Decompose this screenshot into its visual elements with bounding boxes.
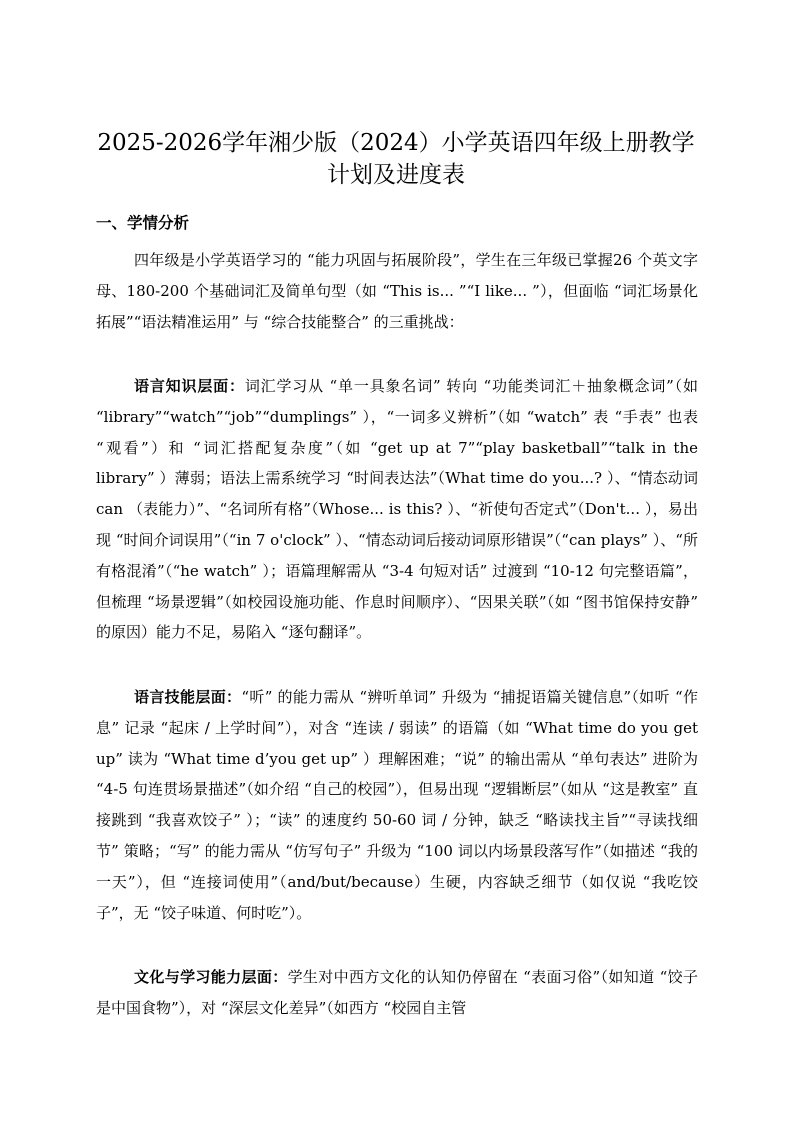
language-knowledge-lead: 语言知识层面：	[134, 377, 245, 395]
section-heading-learner-analysis: 一、学情分析	[96, 213, 190, 232]
document-title-line-2: 计划及进度表	[327, 162, 465, 188]
language-skills-lead: 语言技能层面：	[134, 688, 242, 706]
language-knowledge-text: 词汇学习从 “单一具象名词” 转向 “功能类词汇＋抽象概念词”（如 “library”“watch”“job”“dumplings” ），“一词多义辨析”（如 “watch” 表 “手表” 也表 “观看”）和 “词汇搭配复杂度”（如 “get up at 7”“play basketball”“talk in the library” ）薄弱；语法上需系统学习 “时间表达法”（What time do you...? ）、“情态动词 can （表能力）”、“名词所有格”（Whose... is this? ）、“祈使句否定式”（Don't... ），易出现 “时间介词误用”（“in 7 o'clock” ）、“情态动词后接动词原形错误”（“can plays” ）、“所有格混淆”（“he watch” ）；语篇理解需从 “3-4 句短对话” 过渡到 “10-12 句完整语篇”，但梳理 “场景逻辑”（如校园设施功能、作息时间顺序）、“因果关联”（如 “图书馆保持安静” 的原因）能力不足，易陷入 “逐句翻译”。	[96, 377, 698, 642]
culture-learning-text: 学生对中西方文化的认知仍停留在 “表面习俗”（如知道 “饺子是中国食物”），对 “深层文化差异”（如西方 “校园自主管	[96, 968, 698, 1017]
language-knowledge-paragraph	[96, 371, 698, 648]
document-title-line-1: 2025-2026学年湘少版（2024）小学英语四年级上册教学	[97, 130, 695, 156]
culture-learning-paragraph	[96, 962, 698, 1024]
language-skills-paragraph	[96, 682, 698, 928]
intro-paragraph: 四年级是小学英语学习的 “能力巩固与拓展阶段”，学生在三年级已掌握26 个英文字母、180-200 个基础词汇及简单句型（如 “This is... ”“I like... ”），但面临 “词汇场景化拓展”“语法精准运用” 与 “综合技能整合” 的三重挑战：	[96, 251, 698, 331]
language-skills-text: “听” 的能力需从 “辨听单词” 升级为 “捕捉语篇关键信息”（如听 “作息” 记录 “起床 / 上学时间”），对含 “连读 / 弱读” 的语篇（如 “What time do you get up” 读为 “What time d’you get up” ）理解困难；“说” 的输出需从 “单句表达” 进阶为 “4-5 句连贯场景描述”（如介绍 “自己的校园”），但易出现 “逻辑断层”（如从 “这是教室” 直接跳到 “我喜欢饺子” ）；“读” 的速度约 50-60 词 / 分钟，缺乏 “略读找主旨”“寻读找细节” 策略；“写” 的能力需从 “仿写句子” 升级为 “100 词以内场景段落写作”（如描述 “我的一天”），但 “连接词使用”（and/but/because）生硬，内容缺乏细节（如仅说 “我吃饺子”，无 “饺子味道、何时吃”）。	[96, 688, 698, 922]
culture-learning-lead: 文化与学习能力层面：	[134, 968, 288, 986]
